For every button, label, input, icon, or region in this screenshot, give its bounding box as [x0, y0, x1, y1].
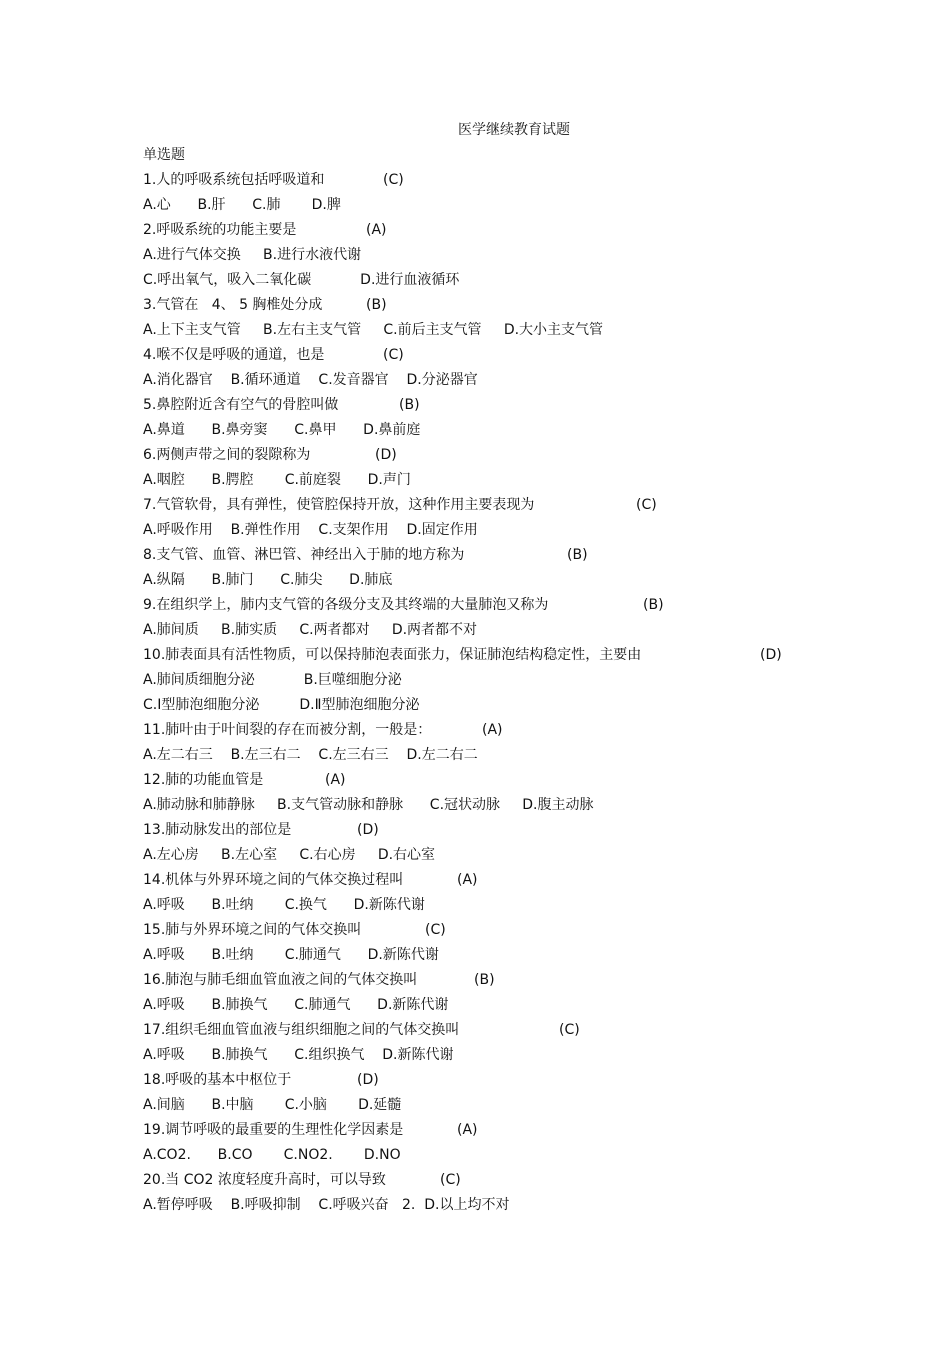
answer-key: (C): [425, 922, 446, 938]
option-line: A.暂停呼吸 B.呼吸抑制 C.呼吸兴奋 2. D.以上均不对: [143, 1197, 510, 1213]
answer-key: (C): [383, 172, 404, 188]
option-line: A.鼻道 B.鼻旁窦 C.鼻甲 D.鼻前庭: [143, 422, 421, 438]
option-line: A.呼吸作用 B.弹性作用 C.支架作用 D.固定作用: [143, 522, 478, 538]
question-text: 20.当 CO2 浓度轻度升高时，可以导致: [143, 1172, 386, 1188]
option-line: A.肺间质细胞分泌 B.巨噬细胞分泌: [143, 672, 402, 688]
option-line: A.咽腔 B.腭腔 C.前庭裂 D.声门: [143, 472, 411, 488]
question-text: 19.调节呼吸的最重要的生理性化学因素是: [143, 1122, 404, 1138]
option-line: C.Ⅰ型肺泡细胞分泌 D.Ⅱ型肺泡细胞分泌: [143, 697, 420, 713]
option-line: A.呼吸 B.肺换气 C.肺通气 D.新陈代谢: [143, 997, 449, 1013]
question-text: 11.肺叶由于叶间裂的存在而被分割，一般是：: [143, 722, 432, 738]
question-text: 4.喉不仅是呼吸的通道，也是: [143, 347, 325, 363]
question-text: 16.肺泡与肺毛细血管血液之间的气体交换叫: [143, 972, 418, 988]
answer-key: (C): [383, 347, 404, 363]
option-line: A.肺间质 B.肺实质 C.两者都对 D.两者都不对: [143, 622, 478, 638]
question-text: 6.两侧声带之间的裂隙称为: [143, 447, 311, 463]
option-line: A.消化器官 B.循环通道 C.发音器官 D.分泌器官: [143, 372, 478, 388]
option-line: A.心 B.肝 C.肺 D.脾: [143, 197, 341, 213]
question-text: 9.在组织学上，肺内支气管的各级分支及其终端的大量肺泡又称为: [143, 597, 549, 613]
answer-key: (A): [457, 872, 478, 888]
answer-key: (C): [559, 1022, 580, 1038]
answer-key: (B): [567, 547, 588, 563]
option-line: A.左心房 B.左心室 C.右心房 D.右心室: [143, 847, 436, 863]
option-line: A.呼吸 B.吐纳 C.换气 D.新陈代谢: [143, 897, 425, 913]
answer-key: (D): [375, 447, 397, 463]
option-line: C.呼出氧气，吸入二氧化碳 D.进行血液循环: [143, 272, 460, 288]
answer-key: (C): [636, 497, 657, 513]
option-line: A.CO2. B.CO C.NO2. D.NO: [143, 1147, 401, 1163]
answer-key: (A): [366, 222, 387, 238]
answer-key: (B): [399, 397, 420, 413]
option-line: A.呼吸 B.肺换气 C.组织换气 D.新陈代谢: [143, 1047, 454, 1063]
answer-key: (B): [366, 297, 387, 313]
answer-key: (D): [357, 822, 379, 838]
answer-key: (A): [457, 1122, 478, 1138]
question-text: 15.肺与外界环境之间的气体交换叫: [143, 922, 362, 938]
option-line: A.纵隔 B.肺门 C.肺尖 D.肺底: [143, 572, 393, 588]
answer-key: (D): [760, 647, 782, 663]
page-title: 医学继续教育试题: [458, 122, 570, 138]
answer-key: (D): [357, 1072, 379, 1088]
option-line: A.进行气体交换 B.进行水液代谢: [143, 247, 362, 263]
question-text: 18.呼吸的基本中枢位于: [143, 1072, 292, 1088]
section-heading: 单选题: [143, 147, 185, 163]
question-text: 13.肺动脉发出的部位是: [143, 822, 292, 838]
question-text: 3.气管在 4、 5 胸椎处分成: [143, 297, 323, 313]
answer-key: (A): [482, 722, 503, 738]
option-line: A.肺动脉和肺静脉 B.支气管动脉和静脉 C.冠状动脉 D.腹主动脉: [143, 797, 594, 813]
question-text: 8.支气管、血管、淋巴管、神经出入于肺的地方称为: [143, 547, 465, 563]
answer-key: (A): [325, 772, 346, 788]
question-text: 1.人的呼吸系统包括呼吸道和: [143, 172, 325, 188]
question-text: 14.机体与外界环境之间的气体交换过程叫: [143, 872, 404, 888]
question-text: 5.鼻腔附近含有空气的骨腔叫做: [143, 397, 339, 413]
question-text: 12.肺的功能血管是: [143, 772, 264, 788]
option-line: A.上下主支气管 B.左右主支气管 C.前后主支气管 D.大小主支气管: [143, 322, 604, 338]
option-line: A.左二右三 B.左三右二 C.左三右三 D.左二右二: [143, 747, 478, 763]
answer-key: (B): [474, 972, 495, 988]
answer-key: (C): [440, 1172, 461, 1188]
option-line: A.呼吸 B.吐纳 C.肺通气 D.新陈代谢: [143, 947, 439, 963]
answer-key: (B): [643, 597, 664, 613]
question-text: 2.呼吸系统的功能主要是: [143, 222, 297, 238]
option-line: A.间脑 B.中脑 C.小脑 D.延髓: [143, 1097, 402, 1113]
question-text: 10.肺表面具有活性物质，可以保持肺泡表面张力，保证肺泡结构稳定性，主要由: [143, 647, 642, 663]
question-text: 17.组织毛细血管血液与组织细胞之间的气体交换叫: [143, 1022, 460, 1038]
question-text: 7.气管软骨，具有弹性，使管腔保持开放，这种作用主要表现为: [143, 497, 535, 513]
